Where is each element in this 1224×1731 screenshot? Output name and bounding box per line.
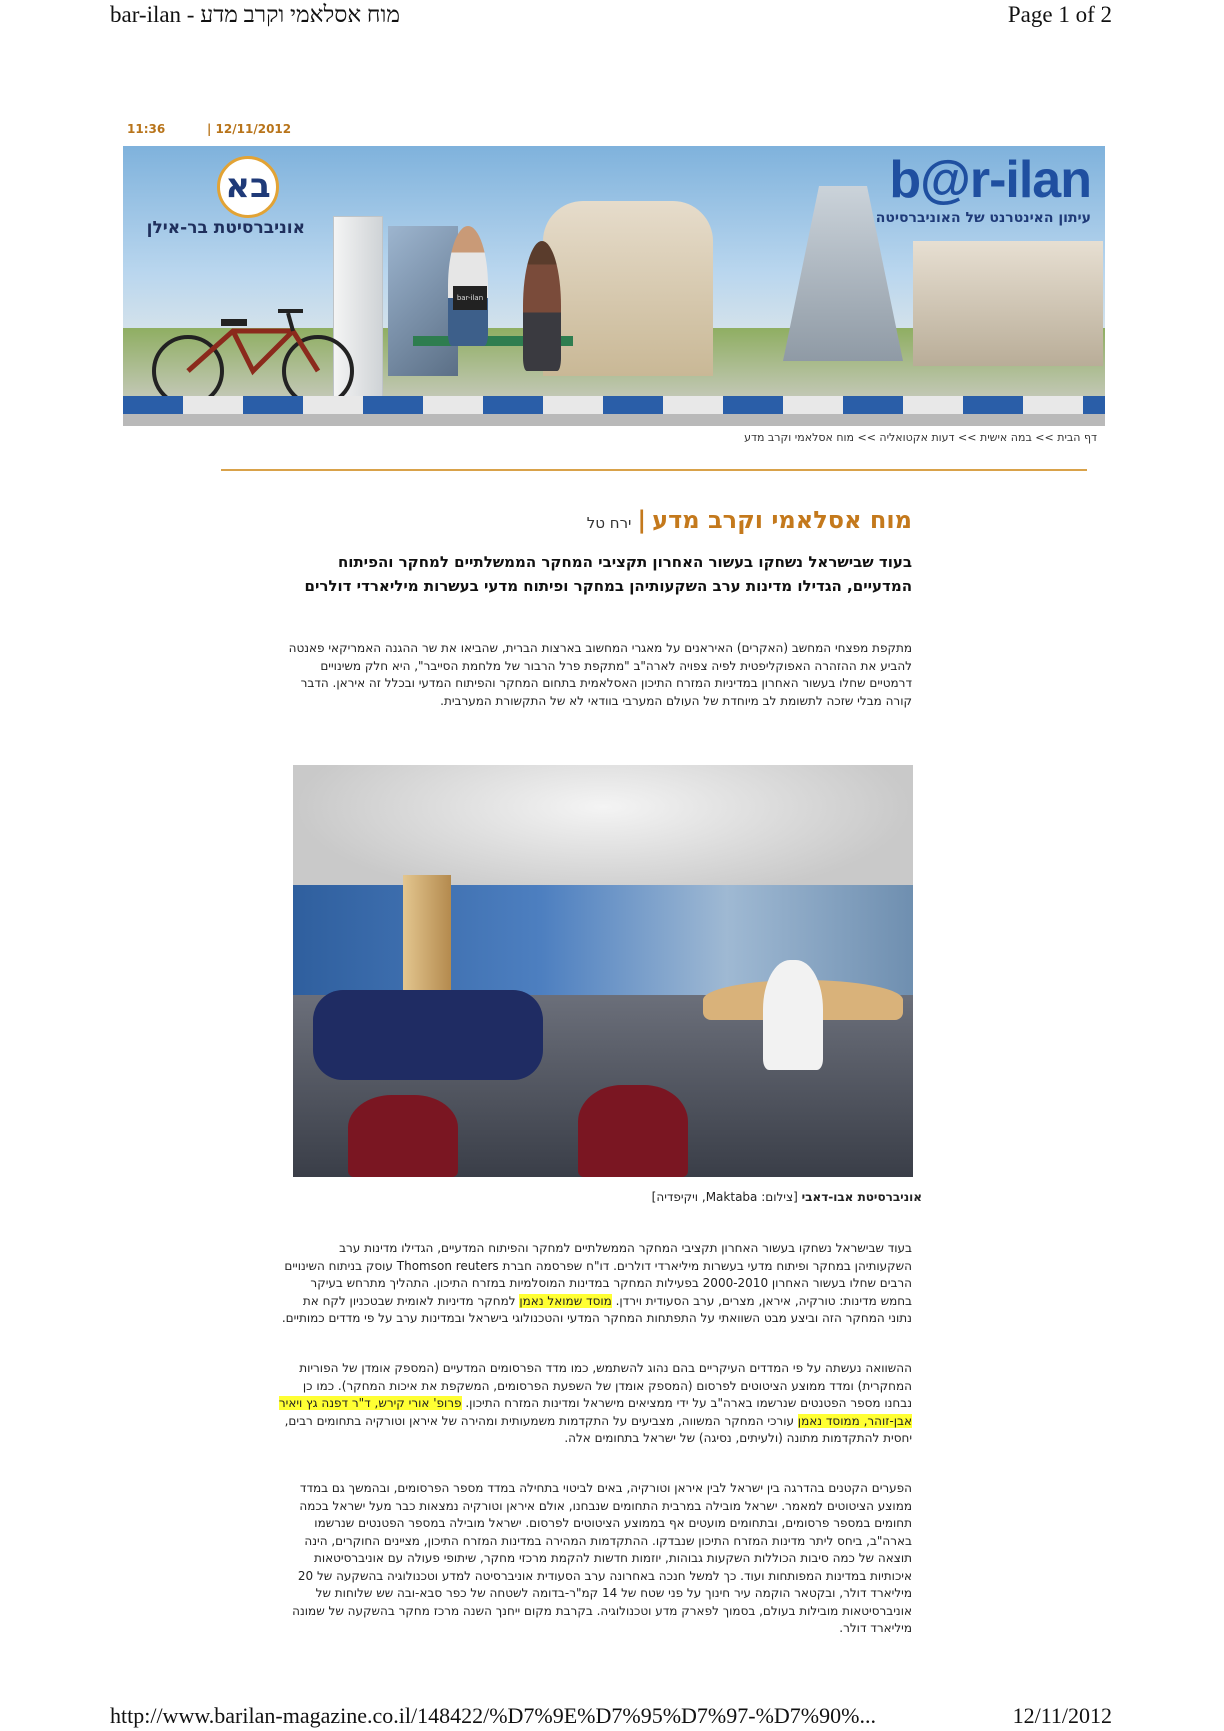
article-date: | 12/11/2012 bbox=[207, 122, 292, 136]
photo-armchair-right bbox=[578, 1085, 688, 1177]
university-logo-icon: בא bbox=[217, 156, 279, 218]
paragraph-2-text-b: עורכי המחקר המשווה, מצביעים על התקדמות משמעותית ומהירה של איראן וטורקיה בתחומים רבים, יחסית להתקדמות מתונה (ולעיתים, נסיגה) של ישראל בתחומים אלה. bbox=[284, 1413, 912, 1445]
article-title-row bbox=[587, 506, 912, 534]
article-paragraph-3: הפערים הקטנים בהדרגה בין ישראל לבין איראן וטורקיה, באים לביטוי בתחילה במדד מספר הפרסומים, ובהמשך גם במדד ממוצע הציטוטים למאמר. ישראל מובילה במרבית התחומים שנבחנו, אולם איראן וטורקיה נמצאות כבר מעל ישראל בכמה תחומים במספר פרסומים, ובתחומים מועטים אף בממוצע הציטוטים לפרסום. ישראל מובילה במספר הפטנטים שנרשמו בארה"ב, ביחס ליתר מדינות המזרח התיכון שנבדקו. ההתקדמות המהירה במדינות המזרח התיכון, מציינים החוקרים, הינה תוצאה של כמה סיבות הכוללות השקעות גבוהות, יוזמות חדשות להקמת מרכזי מחקר, שיתופי פעולה עם אוניברסיטאות איכותיות במדינות המפותחות ועוד. כך למשל חנכה באחרונה ערב הסעודית אוניברסיטה למדע וטכנולוגיה בהשקעה של 20 מיליארד דולר, ובקטאר הוקמה עיר חינוך על פני שטח של 14 קמ"ר-בדומה לשטחה של כפר סבא-ובה שש שלוחות של אוניברסיטאות מובילות בעולם, בסמוך לפארק מדע וטכנולוגיה. בקרבת מקום ייחנך השנה מרכז מחקר בהשקעה של שמונה מיליארד דולר. bbox=[292, 1481, 912, 1635]
site-banner[interactable] bbox=[123, 146, 1105, 426]
title-separator: | bbox=[637, 506, 647, 534]
article-author[interactable]: ירח טל bbox=[586, 514, 632, 532]
photo-blue-wall bbox=[293, 885, 913, 995]
university-logo-text: אוניברסיטת בר-אילן bbox=[146, 218, 305, 238]
article-paragraph-1 bbox=[278, 1240, 912, 1328]
paragraph-2-highlight: פרופ' אורי קירש, ד"ר דפנה גץ ויאיר אבן-זוהר, ממוסד נאמן bbox=[278, 1396, 912, 1428]
paragraph-1-text-b: למחקר מדיניות לאומית שבטכניון לקח את נתוני המחקר הזה וביצע מבט השוואתי על התפתחות המחקר המדעי והטכנולוגי בישראל ובמדינות ערב על פי מדדים כמותיים. bbox=[281, 1293, 912, 1325]
paragraph-2-text-a: ההשוואה נעשתה על פי המדדים העיקריים בהם נהוג להשתמש, כמו מדד הפרסומים המדעיים (המספק אומדן של הפוריות המחקרית) ומדד ממוצע הציטוטים לפרסום (המספק אומדן של השפעת הפרסומים, המשקפת את איכות המחקר). כמו כן נבחנו מספר הפטנטים שנרשמו בארה"ב על ידי ממציאים מישראל ומדינות המזרח התיכון. bbox=[299, 1361, 912, 1410]
article-title: מוח אסלאמי וקרב מדע bbox=[652, 506, 912, 534]
print-header-title: bar-ilan - מוח אסלאמי וקרב מדע bbox=[110, 2, 400, 27]
photo-blue-chairs bbox=[313, 990, 543, 1080]
article-photo bbox=[293, 765, 913, 1177]
article-time: 11:36 bbox=[127, 122, 166, 136]
banner-laptop: bar-ilan bbox=[453, 286, 487, 310]
breadcrumb[interactable]: דף הבית >> במה אישית >> דעות אקטואליה >> מוח אסלאמי וקרב מדע bbox=[744, 431, 1097, 444]
photo-armchair-left bbox=[348, 1095, 458, 1177]
banner-road bbox=[123, 414, 1105, 426]
caption-credit: [צילום: Maktaba, ויקיפדיה] bbox=[651, 1190, 802, 1204]
paragraph-1-highlight: מוסד שמואל נאמן bbox=[519, 1293, 612, 1308]
magazine-logo[interactable] bbox=[876, 152, 1091, 226]
article-lead: בעוד שבישראל נשחקו בעשור האחרון תקציבי המחקר הממשלתיים למחקר והפיתוח המדעיים, הגדילו מדינות ערב השקעותיהן במחקר ופיתוח מדעי בעשרות מיליארדי דולרים bbox=[304, 553, 912, 595]
banner-curb bbox=[123, 396, 1105, 416]
article-intro: מתקפת מפצחי המחשב (האקרים) האיראנים על מאגרי המחשוב בארצות הברית, שהביאו את שר ההגנה האמריקאי פאנטה להביע את ההזהרה האפוקליפטית לפיה צפויה לארה"ב "מתקפת פרל הרבור של מלחמת הסייבר", היא חלק משינויים דרמטיים שחלו בעשור האחרון במדיניות המזרח התיכון האסלאמית בתחום המחקר והפיתוח המדעי ובכלל זה איראן. הדבר קורה מבלי שזכה לתשומת לב מיוחדת של העולם המערבי בוודאי לא של התקשורת המערבית. bbox=[288, 641, 912, 708]
article-paragraph-2 bbox=[278, 1360, 912, 1448]
banner-domed-building bbox=[543, 201, 713, 376]
banner-student-female bbox=[523, 241, 561, 371]
magazine-logo-name: b@r-ilan bbox=[889, 151, 1091, 209]
magazine-logo-tagline: עיתון האינטרנט של האוניברסיטה bbox=[875, 210, 1091, 226]
header-divider bbox=[221, 469, 1087, 471]
print-footer-url: http://www.barilan-magazine.co.il/148422/%D7%9E%D7%95%D7%97-%D7%90%... bbox=[110, 1703, 876, 1728]
caption-title: אוניברסיטת אבו-דאבי bbox=[801, 1190, 922, 1204]
print-page-number: Page 1 of 2 bbox=[1007, 2, 1112, 27]
paragraph-1-text-a: בעוד שבישראל נשחקו בעשור האחרון תקציבי המחקר הממשלתיים למחקר והפיתוח המדעיים, הגדילו מדינות ערב השקעותיהן במחקר ופיתוח מדעי בעשרות מיליארדי דולרים. דו"ח שפרסמה חברת Thomson reuters עוסק בניתוח השינויים הרבים שחלו בעשור האחרון 2000-2010 בפעילות המחקר במדינות המוסלמיות במזרח התיכון. התהליך מתרחש בעיקר בחמש מדינות: טורקיה, איראן, מצרים, ערב הסעודית וירדן. bbox=[284, 1241, 912, 1308]
photo-student bbox=[763, 960, 823, 1070]
photo-ceiling bbox=[293, 765, 913, 905]
photo-caption bbox=[652, 1190, 922, 1204]
print-footer-date: 12/11/2012 bbox=[1012, 1703, 1112, 1728]
banner-block-buildings bbox=[913, 241, 1103, 366]
banner-bicycle bbox=[143, 301, 363, 411]
university-logo[interactable] bbox=[146, 152, 319, 262]
